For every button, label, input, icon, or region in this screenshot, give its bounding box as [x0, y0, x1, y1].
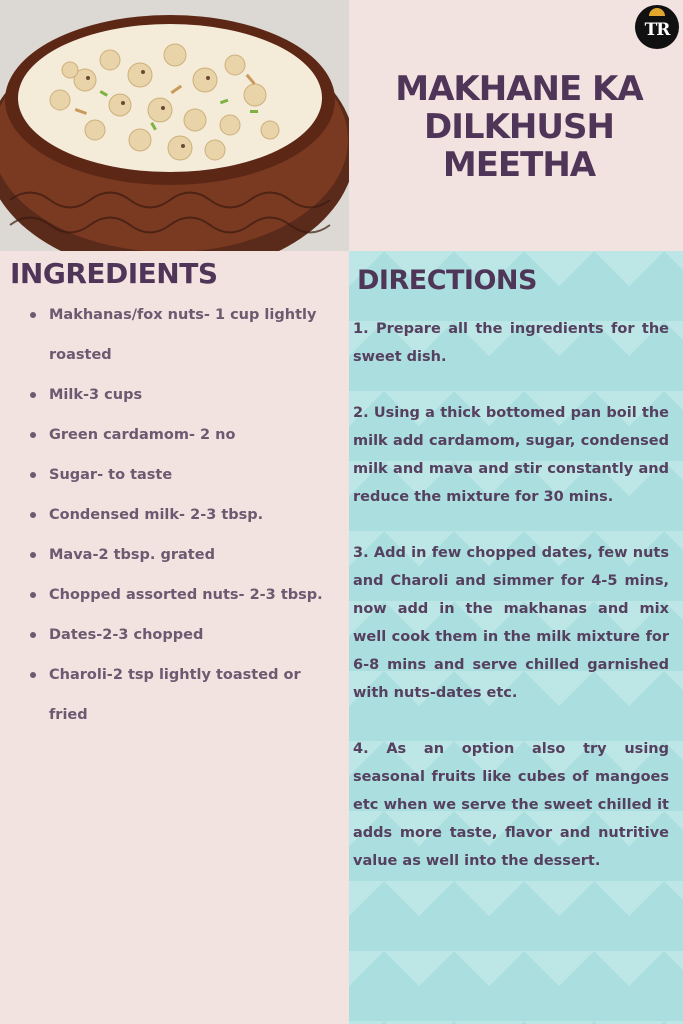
dessert-photo [0, 0, 349, 251]
direction-step: 4. As an option also try using seasonal fruits like cubes of mangoes etc when we serve the sweet chilled it adds more taste, flavor and nutritive value as well into the dessert. [353, 741, 669, 869]
ingredient-item: Mava-2 tbsp. grated [28, 535, 340, 575]
direction-step: 3. Add in few chopped dates, few nuts and Charoli and simmer for 4-5 mins, now add in the makhanas and mix well cook them in the milk mixture for 6-8 mins and serve chilled garnished with nuts-dates etc. [353, 545, 669, 701]
ingredient-item: Dates-2-3 chopped [28, 615, 340, 655]
ingredient-item: Makhanas/fox nuts- 1 cup lightly roasted [28, 295, 340, 375]
recipe-title-line-3: MEETHA [442, 145, 596, 185]
direction-step: 2. Using a thick bottomed pan boil the milk add cardamom, sugar, condensed milk and mava and stir constantly and reduce the mixture for 30 mins. [353, 405, 669, 505]
directions-heading: DIRECTIONS [357, 265, 537, 296]
directions-steps [353, 315, 669, 903]
ingredient-item: Chopped assorted nuts- 2-3 tbsp. [28, 575, 340, 615]
ingredients-heading: INGREDIENTS [10, 257, 218, 290]
sun-icon [649, 8, 665, 16]
ingredient-item: Condensed milk- 2-3 tbsp. [28, 495, 340, 535]
brand-logo[interactable] [635, 5, 679, 49]
ingredient-item: Milk-3 cups [28, 375, 340, 415]
ingredient-item: Sugar- to taste [28, 455, 340, 495]
ingredients-list [28, 295, 340, 735]
dessert-bowl-illustration [0, 0, 349, 251]
recipe-title-line-2: DILKHUSH [424, 107, 614, 147]
recipe-title [379, 70, 659, 184]
brand-logo-text: TR [644, 20, 670, 40]
directions-section [349, 251, 683, 1024]
ingredient-item: Charoli-2 tsp lightly toasted or fried [28, 655, 340, 735]
direction-step: 1. Prepare all the ingredients for the sweet dish. [353, 321, 669, 365]
title-panel [349, 0, 683, 251]
ingredients-section [0, 251, 349, 1024]
recipe-title-line-1: MAKHANE KA [395, 69, 643, 109]
ingredient-item: Green cardamom- 2 no [28, 415, 340, 455]
